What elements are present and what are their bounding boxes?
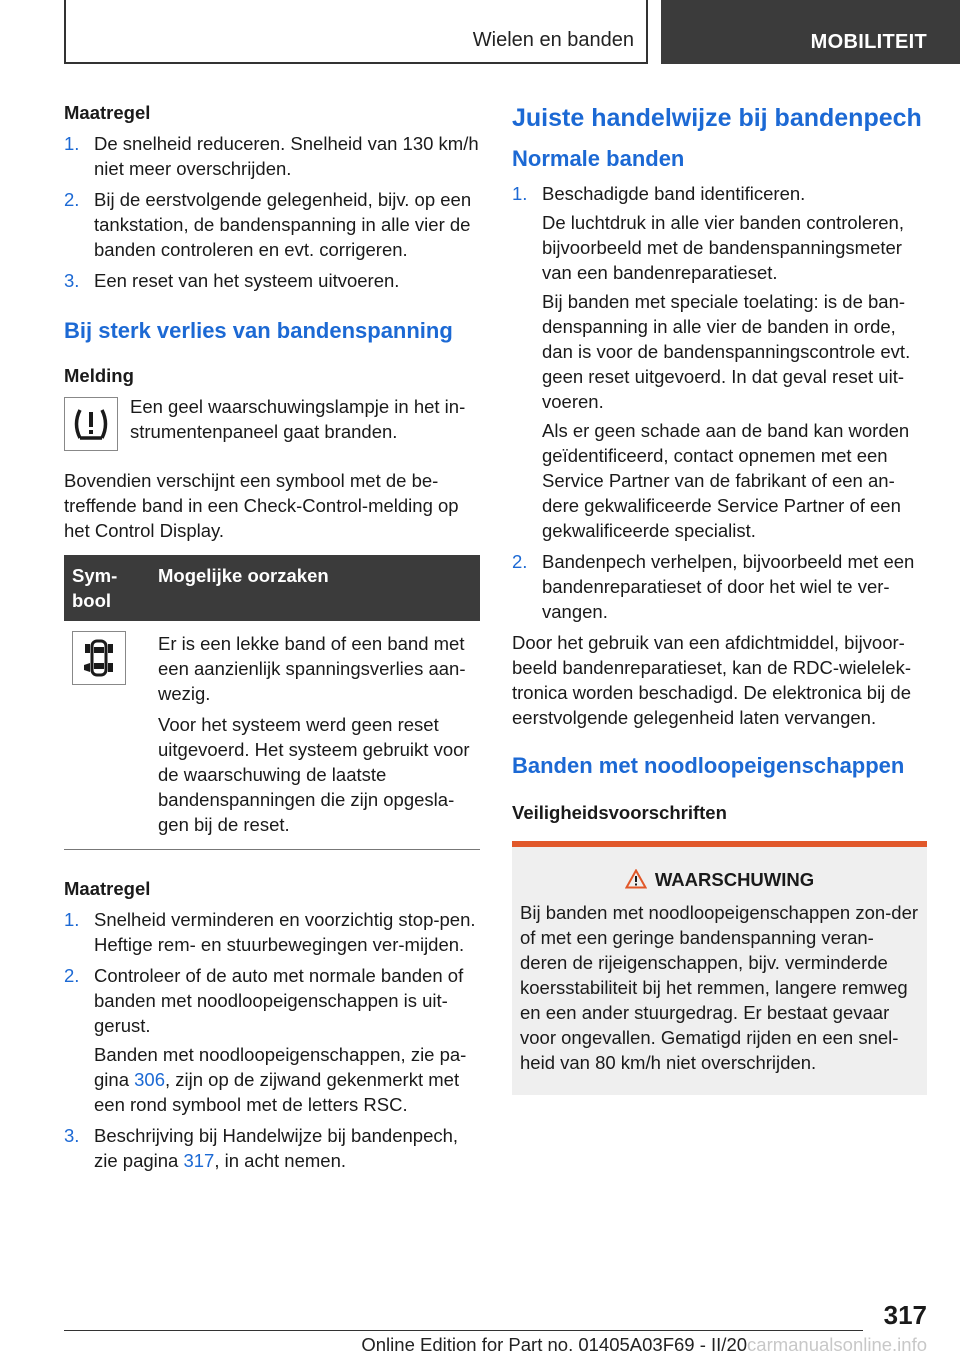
- section-heading-flat-tire: Juiste handelwijze bij bandenpech: [512, 104, 922, 132]
- table-row: [64, 621, 480, 850]
- right-column: [512, 100, 927, 1095]
- page-link-306[interactable]: 306: [134, 1069, 165, 1090]
- page-number: 317: [883, 1300, 927, 1330]
- header-chapter-tab: [661, 0, 960, 64]
- step-text: De snelheid reduceren. Snelheid van 130 km/h niet meer overschrijden.: [94, 133, 479, 179]
- symbol-table: [64, 555, 480, 850]
- page-link-317[interactable]: 317: [183, 1150, 215, 1171]
- step-number: 3.: [64, 270, 80, 291]
- step-number: 1.: [64, 909, 80, 930]
- warning-text: Bij banden met noodloopeigenschappen zon‐der of met een geringe bandenspanning veran‐deren de rijeigenschappen, bijv. verminderde koersstabiliteit bij het remmen, langere remweg en een ander stuurgedrag. Er bestaat gevaar voor ongevallen. Gematigd rijden en een snel‐heid van 80 km/h niet overschrijden.: [520, 902, 919, 1073]
- step-text: Beschrijving bij Handelwijze bij bandenpech, zie pagina: [94, 1125, 459, 1171]
- sealant-paragraph: Door het gebruik van een afdichtmiddel, bijvoor‐beeld bandenreparatieset, kan de RDC-wielelek‐tronica worden beschadigd. De elektronica bij de eerstvolgende gelegenheid laten vervangen.: [512, 632, 912, 728]
- step-subparagraph: Als er geen schade aan de band kan worden geïdentificeerd, contact opnemen met een Service Partner van de fabrikant of een an‐dere gekwalificeerde Service Partner of een gekwalificeerde specialist.: [542, 420, 910, 541]
- list-item: [64, 131, 479, 181]
- list-item: [512, 549, 927, 624]
- table-cell-causes: [150, 621, 480, 850]
- step-number: 2.: [64, 965, 80, 986]
- table-header-causes: Mogelijke oorzaken: [150, 555, 480, 621]
- watermark: carmanualsonline.info: [747, 1334, 927, 1355]
- step-number: 3.: [64, 1125, 80, 1146]
- maatregel-steps-1: [64, 131, 479, 293]
- list-item: [512, 181, 927, 543]
- step-text: Controleer of de auto met normale banden of banden met noodloopeigenschappen is uit‐gerust.: [94, 965, 464, 1036]
- step-number: 2.: [64, 189, 80, 210]
- step-subparagraph: [94, 1042, 479, 1117]
- table-header-symbol: Sym‐bool: [64, 555, 150, 621]
- list-item: [64, 1123, 479, 1173]
- edition-label: Online Edition for Part no. 01405A03F69 - II/20: [361, 1334, 748, 1355]
- table-header-row: [64, 555, 480, 621]
- melding-heading: Melding: [64, 365, 134, 386]
- list-item: [64, 187, 479, 262]
- warning-box: [512, 841, 927, 1095]
- cause-text-1: Er is een lekke band of een band met een aanzienlijk spanningsverlies aan‐wezig.: [158, 633, 466, 704]
- table-cell-symbol: [64, 621, 150, 850]
- car-flat-tire-icon: [72, 631, 126, 685]
- step-subparagraph: Bij banden met speciale toelating: is de ban‐denspanning in alle vier de banden in orde, dan is voor de bandenspanningscontrole evt. geen reset uitgevoerd. In dat geval reset uit‐voeren.: [542, 291, 911, 412]
- step-number: 1.: [512, 183, 528, 204]
- maatregel-steps-2: [64, 907, 479, 1173]
- list-item: [64, 268, 479, 293]
- header-section-title: Wielen en banden: [472, 29, 634, 51]
- section-heading-pressure-loss: Bij sterk verlies van bandenspanning: [64, 318, 453, 343]
- step-number: 1.: [64, 133, 80, 154]
- step-subparagraph: De luchtdruk in alle vier banden controleren, bijvoorbeeld met de bandenspanningsmeter van een bandenreparatieset.: [542, 212, 904, 283]
- sub-text-b: , zijn op de zijwand gekenmerkt met een rond symbool met de letters RSC.: [94, 1069, 460, 1115]
- melding-row: [64, 394, 479, 454]
- maatregel-heading-1: Maatregel: [64, 102, 151, 123]
- header-chapter-title: MOBILITEIT: [810, 31, 927, 53]
- subheading-normal-tires: Normale banden: [512, 146, 685, 171]
- list-item: [64, 907, 479, 957]
- list-item: [64, 963, 479, 1117]
- warning-title: WAARSCHUWING: [654, 869, 815, 890]
- step-text: Snelheid verminderen en voorzichtig stop‐pen. Heftige rem- en stuurbewegingen ver‐mijden.: [94, 909, 476, 955]
- step-text: Bij de eerstvolgende gelegenheid, bijv. op een tankstation, de bandenspanning in alle vier de banden controleren en evt. corrigeren.: [94, 189, 472, 260]
- melding-text: Een geel waarschuwingslampje in het in‐strumentenpaneel gaat branden.: [130, 396, 466, 442]
- safety-heading: Veiligheidsvoorschriften: [512, 802, 727, 823]
- step-number: 2.: [512, 551, 528, 572]
- step-text: Een reset van het systeem uitvoeren.: [94, 270, 400, 291]
- sub-text-a: Banden met noodloopeigenschappen, zie pa‐gina: [94, 1044, 467, 1090]
- step-text: Bandenpech verhelpen, bijvoorbeeld met een bandenreparatieset of door het wiel te ver‐vangen.: [542, 551, 915, 622]
- bovendien-paragraph: Bovendien verschijnt een symbool met de be‐treffende band in een Check-Control-melding op het Control Display.: [64, 470, 459, 541]
- step-text: Beschadigde band identificeren.: [542, 183, 806, 204]
- warning-triangle-icon: [625, 869, 647, 889]
- flat-tire-steps: [512, 181, 927, 624]
- tire-pressure-warning-icon: [64, 397, 118, 451]
- warning-header: [520, 867, 919, 892]
- edition-text: [0, 1334, 927, 1356]
- maatregel-heading-2: Maatregel: [64, 878, 151, 899]
- step-text-end: , in acht nemen.: [214, 1150, 346, 1171]
- section-heading-runflat: Banden met noodloopeigenschappen: [512, 753, 905, 778]
- header-section-tab: [64, 0, 648, 64]
- left-column: [64, 100, 479, 1179]
- footer-divider: [64, 1330, 863, 1331]
- cause-text-2: Voor het systeem werd geen reset uitgevoerd. Het systeem gebruikt voor de waarschuwing de laatste bandenspanningen die zijn opgesla‐gen bij de reset.: [158, 714, 470, 835]
